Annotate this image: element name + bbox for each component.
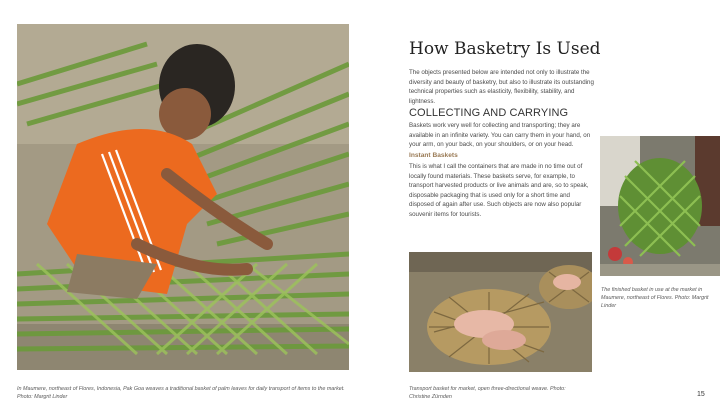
page-number: 15 [697,391,705,398]
caption-finished-basket-photo: The finished basket in use at the market in Maumere, northeast of Flores. Photo: Margrit Linder [601,287,709,310]
page-title: How Basketry Is Used [409,39,601,59]
subsection-heading: Instant Baskets [409,152,458,159]
photo-basket-weaver [17,24,349,370]
section-paragraph: Baskets work very well for collecting and transporting; they are available in an infinite variety. You can carry them in your hand, on your arm, on your back, on your shoulders, or on your head. [409,122,591,149]
caption-weaver-photo: In Maumere, northeast of Flores, Indonesia, Pak Goa weaves a traditional basket of palm leaves for daily transport of items to the market. Photo: Margrit Linder [17,386,345,401]
intro-paragraph: The objects presented below are intended not only to illustrate the diversity and beauty of basketry, but also to illustrate its outstanding technical properties such as elasticity, flexibility, stability, and lightness. [409,69,594,105]
caption-pig-basket-photo: Transport basket for market, open three-directional weave. Photo: Christine Zürnden [409,386,566,401]
photo-pig-transport-baskets [409,252,592,372]
subsection-paragraph: This is what I call the containers that are made in no time out of locally found materials. These baskets serve, for example, to transport harvested products or live animals and are, so to speak, disposable packaging that is used only for a short time and disposed of again after use. Such objects are now also popular souvenir items for tourists. [409,163,589,218]
photo-finished-basket [600,136,720,276]
section-heading: COLLECTING AND CARRYING [409,107,569,119]
